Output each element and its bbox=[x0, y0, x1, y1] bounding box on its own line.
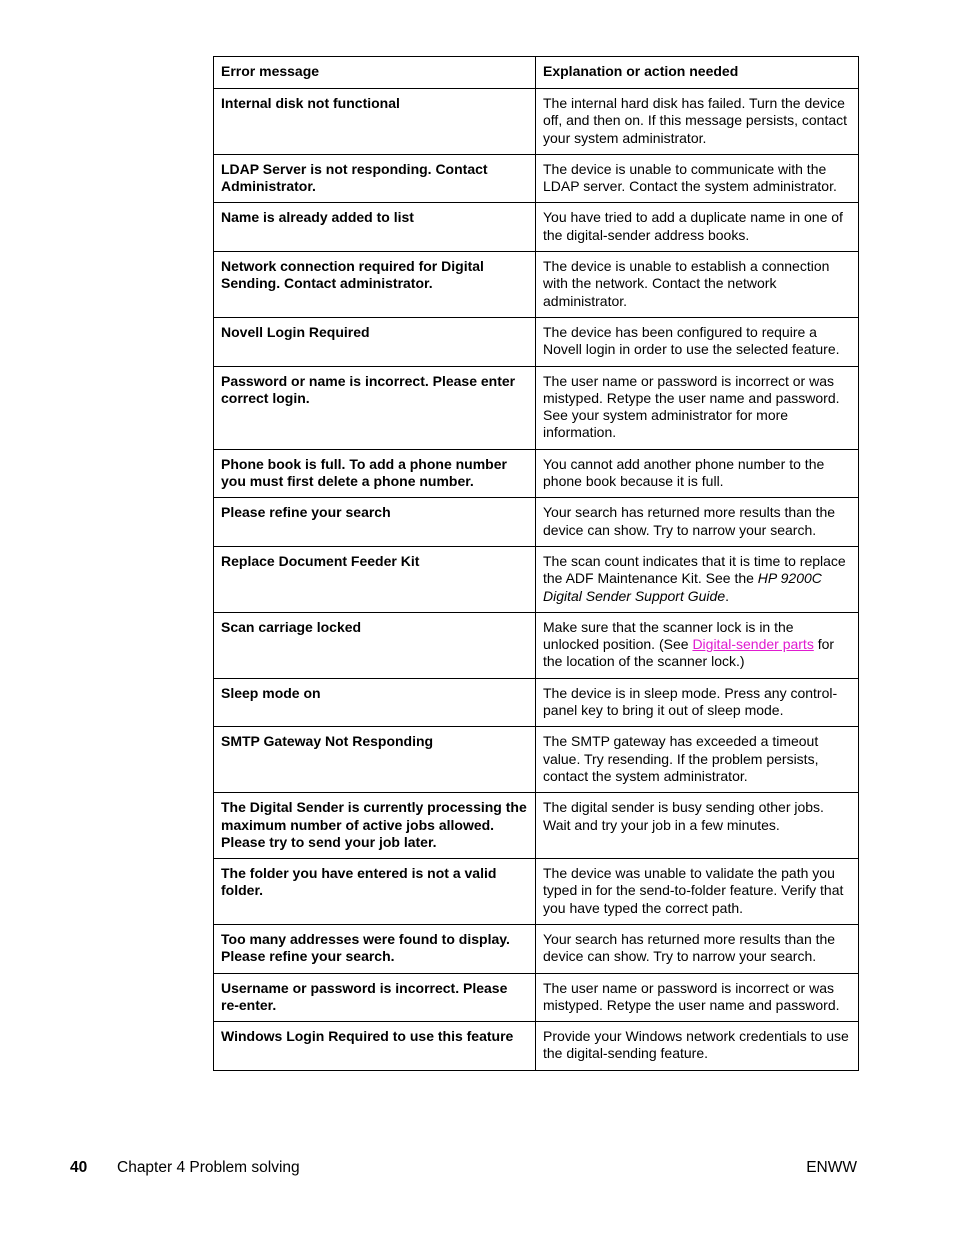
explanation-text: . bbox=[725, 587, 729, 604]
table-row bbox=[214, 973, 859, 1022]
error-message-table bbox=[213, 56, 859, 1071]
error-message-cell: Internal disk not functional bbox=[214, 89, 536, 155]
error-message-cell: Sleep mode on bbox=[214, 678, 536, 727]
explanation-cell: The device is in sleep mode. Press any control-panel key to bring it out of sleep mode. bbox=[536, 678, 859, 727]
table-row bbox=[214, 203, 859, 252]
error-message-cell: Password or name is incorrect. Please enter correct login. bbox=[214, 366, 536, 449]
error-message-cell: Phone book is full. To add a phone number you must first delete a phone number. bbox=[214, 449, 536, 498]
error-message-cell: Scan carriage locked bbox=[214, 612, 536, 678]
explanation-cell: The device has been configured to require a Novell login in order to use the selected feature. bbox=[536, 317, 859, 366]
error-message-cell: Novell Login Required bbox=[214, 317, 536, 366]
explanation-cell: The user name or password is incorrect or was mistyped. Retype the user name and password. bbox=[536, 973, 859, 1022]
chapter-title: Chapter 4 Problem solving bbox=[117, 1159, 300, 1176]
table-row bbox=[214, 924, 859, 973]
explanation-cell: Your search has returned more results than the device can show. Try to narrow your search. bbox=[536, 924, 859, 973]
error-message-cell: The folder you have entered is not a valid folder. bbox=[214, 859, 536, 925]
table-row bbox=[214, 498, 859, 547]
page-number: 40 bbox=[70, 1159, 88, 1176]
table-row bbox=[214, 546, 859, 612]
explanation-cell: The SMTP gateway has exceeded a timeout value. Try resending. If the problem persists, contact the system administrator. bbox=[536, 727, 859, 793]
table-row bbox=[214, 678, 859, 727]
support-guide-title: HP 9200C Digital Sender Support Guide bbox=[543, 570, 822, 604]
table-row bbox=[214, 317, 859, 366]
digital-sender-parts-link[interactable]: Digital-sender parts bbox=[692, 636, 814, 653]
table-row bbox=[214, 859, 859, 925]
error-message-cell: SMTP Gateway Not Responding bbox=[214, 727, 536, 793]
table-row bbox=[214, 612, 859, 678]
explanation-cell: The user name or password is incorrect or was mistyped. Retype the user name and password. See your system administrator for more information. bbox=[536, 366, 859, 449]
error-message-cell: Please refine your search bbox=[214, 498, 536, 547]
table-row bbox=[214, 154, 859, 203]
explanation-cell: You have tried to add a duplicate name in one of the digital-sender address books. bbox=[536, 203, 859, 252]
error-message-cell: Replace Document Feeder Kit bbox=[214, 546, 536, 612]
explanation-cell: The digital sender is busy sending other jobs. Wait and try your job in a few minutes. bbox=[536, 793, 859, 859]
explanation-cell: The device is unable to communicate with the LDAP server. Contact the system administrator. bbox=[536, 154, 859, 203]
explanation-cell: The device is unable to establish a connection with the network. Contact the network administrator. bbox=[536, 252, 859, 318]
header-explanation: Explanation or action needed bbox=[536, 57, 859, 89]
explanation-text: for the location of the scanner lock.) bbox=[543, 636, 835, 670]
header-error-message: Error message bbox=[214, 57, 536, 89]
explanation-cell bbox=[536, 546, 859, 612]
error-message-cell: Too many addresses were found to display. Please refine your search. bbox=[214, 924, 536, 973]
explanation-cell: You cannot add another phone number to the phone book because it is full. bbox=[536, 449, 859, 498]
explanation-cell: The device was unable to validate the path you typed in for the send-to-folder feature. Verify that you have typed the correct path. bbox=[536, 859, 859, 925]
table-row bbox=[214, 366, 859, 449]
table-header-row bbox=[214, 57, 859, 89]
table-row bbox=[214, 1022, 859, 1071]
document-id: ENWW bbox=[806, 1159, 857, 1176]
explanation-text: The scan count indicates that it is time to replace the ADF Maintenance Kit. See the bbox=[543, 552, 846, 587]
table-row bbox=[214, 449, 859, 498]
error-message-cell: Name is already added to list bbox=[214, 203, 536, 252]
table-row bbox=[214, 727, 859, 793]
table-row bbox=[214, 89, 859, 155]
error-message-cell: Network connection required for Digital Sending. Contact administrator. bbox=[214, 252, 536, 318]
error-message-cell: The Digital Sender is currently processing the maximum number of active jobs allowed. Please try to send your job later. bbox=[214, 793, 536, 859]
explanation-text: Make sure that the scanner lock is in the unlocked position. (See bbox=[543, 618, 794, 653]
error-message-cell: Windows Login Required to use this feature bbox=[214, 1022, 536, 1071]
error-message-cell: Username or password is incorrect. Please re-enter. bbox=[214, 973, 536, 1022]
explanation-cell: The internal hard disk has failed. Turn the device off, and then on. If this message persists, contact your system administrator. bbox=[536, 89, 859, 155]
explanation-cell bbox=[536, 612, 859, 678]
error-message-cell: LDAP Server is not responding. Contact Administrator. bbox=[214, 154, 536, 203]
table-row bbox=[214, 793, 859, 859]
table-row bbox=[214, 252, 859, 318]
explanation-cell: Your search has returned more results than the device can show. Try to narrow your search. bbox=[536, 498, 859, 547]
explanation-cell: Provide your Windows network credentials to use the digital-sending feature. bbox=[536, 1022, 859, 1071]
